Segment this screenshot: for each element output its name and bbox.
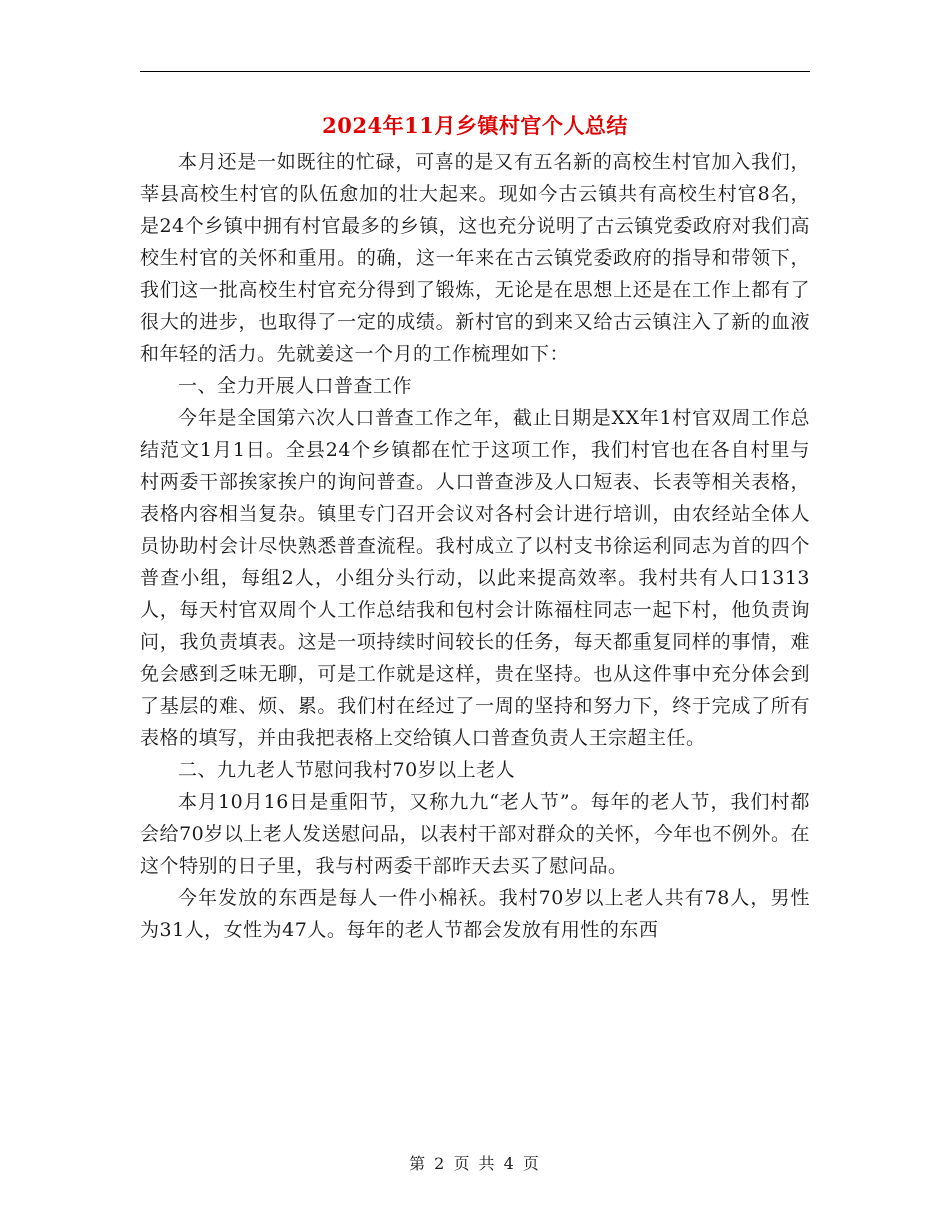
section-heading-census: 一、全力开展人口普查工作 [178, 375, 413, 397]
document-title: 2024年11月乡镇村官个人总结 [322, 113, 628, 138]
census-paragraph: 今年是全国第六次人口普查工作之年，截止日期是XX年1村官双周工作总结范文1月1日。全县24个乡镇都在忙于这项工作，我们村官也在各自村里与村两委干部挨家挨户的询问普查。人口普查涉及人口短表、长表等相关表格，表格内容相当复杂。镇里专门召开会议对各村会计进行培训，由农经站全体人员协助村会计尽快熟悉普查流程。我村成立了以村支书徐运利同志为首的四个普查小组，每组2人，小组分头行动，以此来提高效率。我村共有人口1313人，每天村官双周个人工作总结我和包村会计陈福柱同志一起下村，他负责询问，我负责填表。这是一项持续时间较长的任务，每天都重复同样的事情，难免会感到乏味无聊，可是工作就是这样，贵在坚持。也从这件事中充分体会到了基层的难、烦、累。我们村在经过了一周的坚持和努力下，终于完成了所有表格的填写，并由我把表格上交给镇人口普查负责人王宗超主任。 [140, 407, 810, 749]
document-body [140, 146, 810, 946]
header-rule [140, 71, 810, 72]
intro-paragraph: 本月还是一如既往的忙碌，可喜的是又有五名新的高校生村官加入我们，莘县高校生村官的队伍愈加的壮大起来。现如今古云镇共有高校生村官8名，是24个乡镇中拥有村官最多的乡镇，这也充分说明了古云镇党委政府对我们高校生村官的关怀和重用。的确，这一年来在古云镇党委政府的指导和带领下，我们这一批高校生村官充分得到了锻炼，无论是在思想上还是在工作上都有了很大的进步，也取得了一定的成绩。新村官的到来又给古云镇注入了新的血液和年轻的活力。先就姜这一个月的工作梳理如下： [140, 151, 810, 365]
elderly-paragraph: 本月10月16日是重阳节，又称九九“老人节”。每年的老人节，我们村都会给70岁以上老人发送慰问品，以表村干部对群众的关怀，今年也不例外。在这个特别的日子里，我与村两委干部昨天去买了慰问品。 [140, 791, 810, 877]
gifts-paragraph: 今年发放的东西是每人一件小棉袄。我村70岁以上老人共有78人，男性为31人，女性为47人。每年的老人节都会发放有用性的东西 [140, 887, 810, 941]
section-heading-elderly: 二、九九老人节慰问我村70岁以上老人 [178, 759, 516, 781]
page-footer: 第 2 页 共 4 页 [409, 1154, 541, 1173]
